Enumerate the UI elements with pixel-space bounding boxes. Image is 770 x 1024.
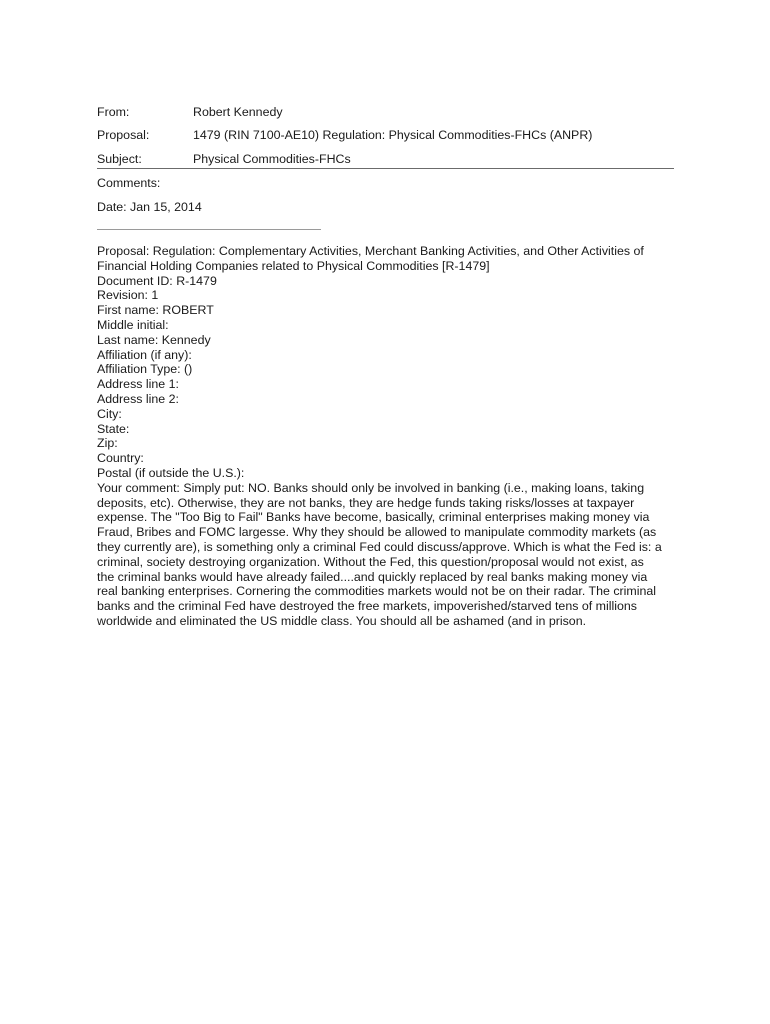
body-line: Your comment: Simply put: NO. Banks should only be involved in banking (i.e., making loans, taking [97,480,645,495]
from-label: From: [97,104,130,119]
email-header [97,100,674,171]
body-line: banks and the criminal Fed have destroyed the free markets, impoverished/starved tens of millions [97,599,637,614]
body-line: Zip: [97,436,118,451]
body-line: Postal (if outside the U.S.): [97,465,245,480]
body-line: Affiliation Type: () [97,362,193,377]
body-line: they currently are), is something only a criminal Fed could discuss/approve. Which is what the Fed is: a [97,539,662,554]
body-line: Last name: Kennedy [97,332,211,347]
body-line: Revision: 1 [97,288,159,303]
separator-line [97,229,321,230]
body-line: Country: [97,451,144,466]
header-divider [97,168,674,169]
body-line: First name: ROBERT [97,303,214,318]
proposal-label: Proposal: [97,128,150,143]
body-line: Proposal: Regulation: Complementary Activities, Merchant Banking Activities, and Other Activities of [97,244,644,258]
body-line: Address line 1: [97,377,179,392]
proposal-value: 1479 (RIN 7100-AE10) Regulation: Physical Commodities-FHCs (ANPR) [193,128,593,143]
body-line: Affiliation (if any): [97,347,192,362]
subject-row [97,147,674,171]
comment-body [97,244,677,629]
body-line: expense. The "Too Big to Fail" Banks have become, basically, criminal enterprises making money via [97,510,650,525]
body-line: Fraud, Bribes and FOMC largesse. Why they should be allowed to manipulate commodity markets (as [97,525,657,540]
body-line: Address line 2: [97,391,179,406]
comment-date: Date: Jan 15, 2014 [97,200,202,214]
body-line: Document ID: R-1479 [97,273,217,288]
from-value: Robert Kennedy [193,104,283,119]
subject-value: Physical Commodities-FHCs [193,151,351,166]
body-line: worldwide and eliminated the US middle class. You should all be ashamed (and in prison. [97,613,587,628]
comments-label: Comments: [97,176,161,190]
body-line: State: [97,421,130,436]
body-line: Middle initial: [97,317,169,332]
proposal-row [97,124,674,148]
body-line: criminal, society destroying organization. Without the Fed, this question/proposal would not exist, as [97,554,644,569]
body-line: Financial Holding Companies related to Physical Commodities [R-1479] [97,258,490,273]
body-line: City: [97,406,122,421]
body-line: real banking enterprises. Cornering the commodities markets would not be on their radar. The criminal [97,584,656,599]
subject-label: Subject: [97,151,142,166]
from-row [97,100,674,124]
body-line: deposits, etc). Otherwise, they are not banks, they are hedge funds taking risks/losses at taxpayer [97,495,635,510]
body-line: the criminal banks would have already failed....and quickly replaced by real banks making money via [97,569,648,584]
